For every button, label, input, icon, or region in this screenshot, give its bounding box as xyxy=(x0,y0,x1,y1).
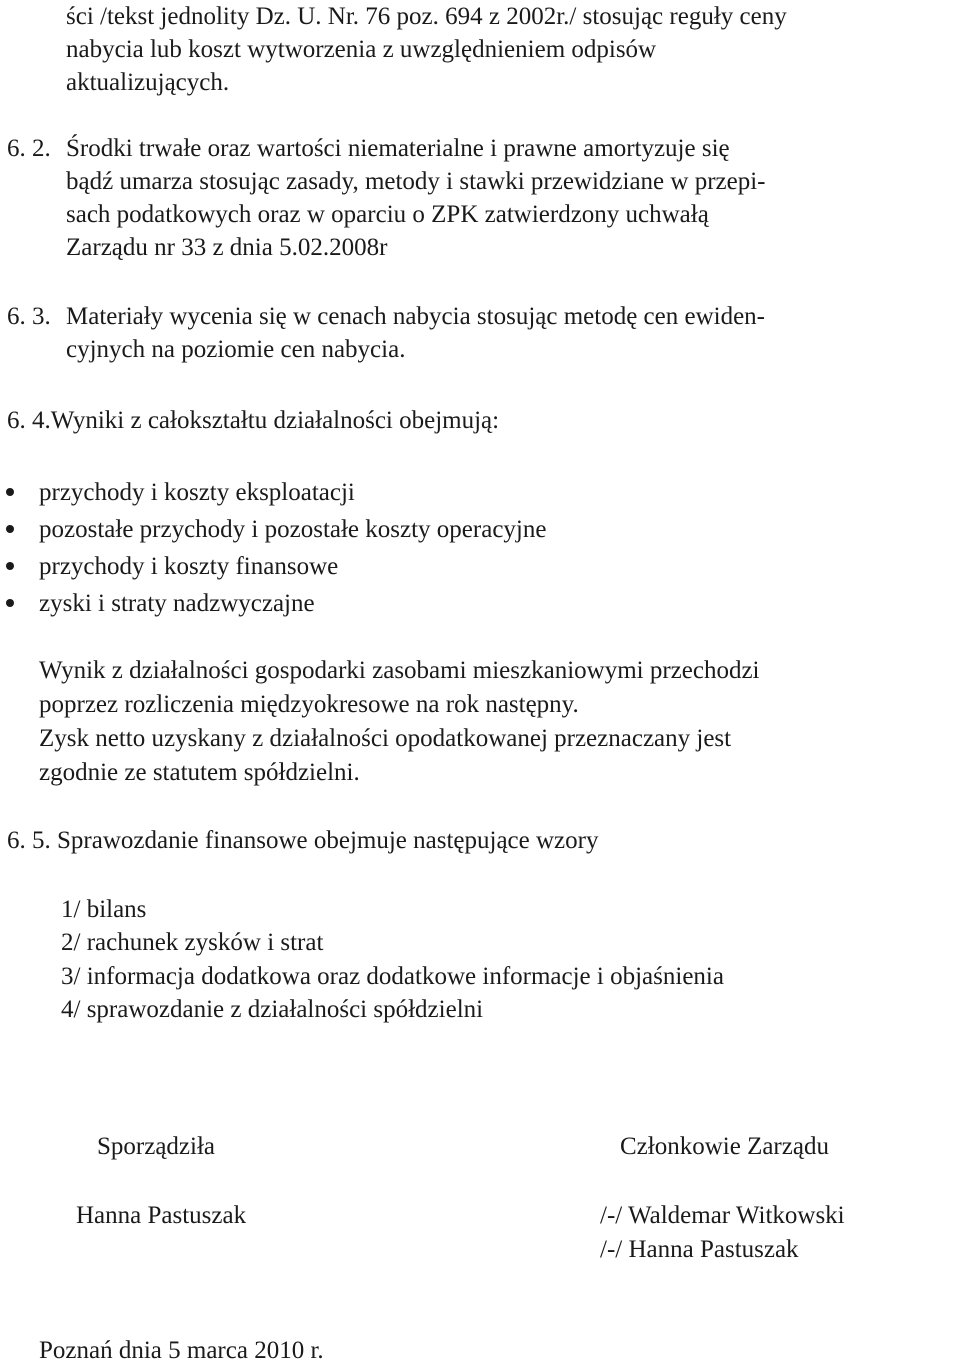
bullet-icon xyxy=(6,562,14,570)
text-line: Wynik z działalności gospodarki zasobami mieszkaniowymi przechodzi xyxy=(39,657,760,684)
bullet-icon xyxy=(6,488,14,496)
prepared-by-label: Sporządziła xyxy=(97,1133,216,1160)
text-line: sach podatkowych oraz w oparciu o ZPK zatwierdzony uchwałą xyxy=(66,201,709,228)
text-line: Środki trwałe oraz wartości niematerialne i prawne amortyzuje się xyxy=(66,135,730,162)
board-members-label: Członkowie Zarządu xyxy=(620,1133,829,1160)
place-date: Poznań dnia 5 marca 2010 r. xyxy=(39,1337,324,1364)
text-line: Zysk netto uzyskany z działalności opodatkowanej przeznaczany jest xyxy=(39,725,732,752)
list-item: 3/ informacja dodatkowa oraz dodatkowe informacje i objaśnienia xyxy=(61,963,724,990)
section-heading: 6. 4.Wyniki z całokształtu działalności obejmują: xyxy=(7,407,500,434)
text-line: ści /tekst jednolity Dz. U. Nr. 76 poz. 694 z 2002r./ stosując reguły ceny xyxy=(66,3,787,30)
text-line: cyjnych na poziomie cen nabycia. xyxy=(66,336,406,363)
text-line: poprzez rozliczenia międzyokresowe na rok następny. xyxy=(39,691,579,718)
text-line: Zarządu nr 33 z dnia 5.02.2008r xyxy=(66,234,388,261)
text-line: bądź umarza stosując zasady, metody i stawki przewidziane w przepi- xyxy=(66,168,766,195)
section-heading: 6. 5. Sprawozdanie finansowe obejmuje następujące wzory xyxy=(7,827,599,854)
board-member-name: /-/ Waldemar Witkowski xyxy=(600,1202,845,1229)
list-item: 1/ bilans xyxy=(61,896,147,923)
bullet-icon xyxy=(6,599,14,607)
text-line: Materiały wycenia się w cenach nabycia stosując metodę cen ewiden- xyxy=(66,303,765,330)
list-item: 4/ sprawozdanie z działalności spółdzielni xyxy=(61,996,484,1023)
text-line: nabycia lub koszt wytworzenia z uwzględnieniem odpisów xyxy=(66,36,657,63)
board-member-name: /-/ Hanna Pastuszak xyxy=(600,1236,799,1263)
text-line: aktualizujących. xyxy=(66,69,230,96)
section-number: 6. 3. xyxy=(7,303,51,330)
list-item: 2/ rachunek zysków i strat xyxy=(61,929,324,956)
section-number: 6. 2. xyxy=(7,135,51,162)
bullet-icon xyxy=(6,525,14,533)
text-line: zgodnie ze statutem spółdzielni. xyxy=(39,759,360,786)
preparer-name: Hanna Pastuszak xyxy=(76,1202,247,1229)
